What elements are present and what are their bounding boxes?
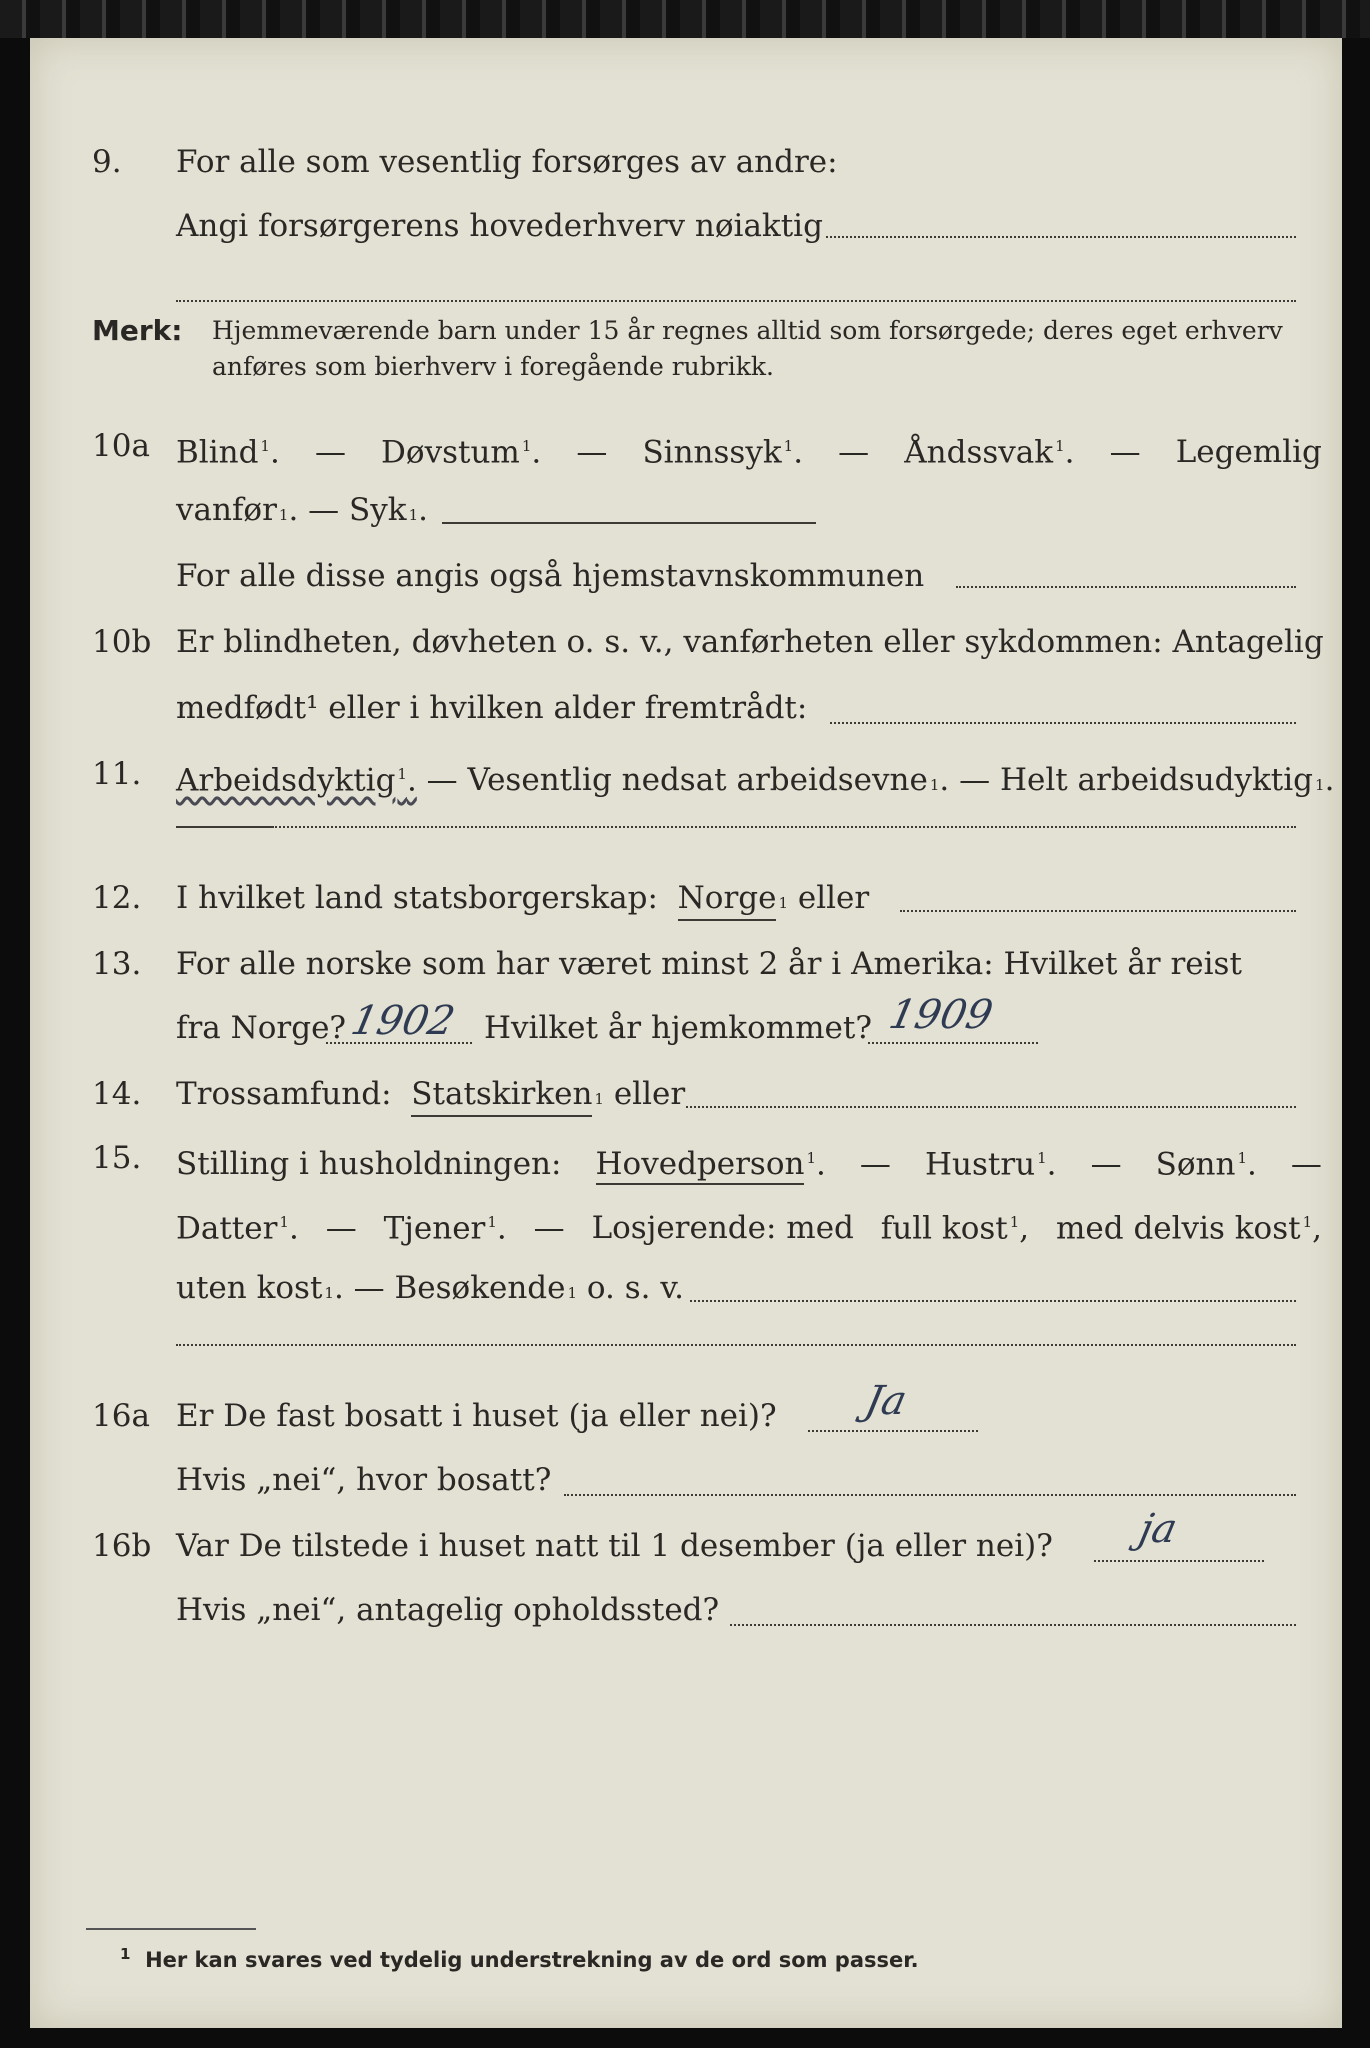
q15-number: 15. xyxy=(92,1140,142,1176)
merk-label: Merk: xyxy=(92,314,183,347)
q15-opt-uten-kost: uten kost xyxy=(176,1270,323,1306)
film-edge xyxy=(0,0,1370,38)
footnote: $^1$ Her kan svares ved tydelig understrekning av de ord som passer. xyxy=(120,1945,919,1972)
q11-answer-line-b[interactable] xyxy=(272,826,1296,828)
q14-answer-line[interactable] xyxy=(686,1106,1296,1108)
q15-opt-full-kost: full kost xyxy=(880,1210,1008,1247)
q16b-number: 16b xyxy=(92,1528,152,1564)
q10a-opt-andssvak: Åndssvak $^1$. xyxy=(904,434,1075,471)
census-form-page: 9. For alle som vesentlig forsørges av andre: Angi forsørgerens hovederhverv nøiaktig Merk: Hjemmeværende barn under 15 år regnes alltid som forsørgede; deres eget erhverv anføres som bierhverv i foregående rubrikk. 10a Blind $^1$. — Døvstum $^1$. — Sinnssyk $^1$. — Åndssvak $^1$. — Legemlig vanfør 1 . — Syk 1 . For alle disse angis også hjemstavnskommunen 10b Er blindheten, døvheten o. s. v., vanførheten eller sykdommen: Antagelig medfødt¹ eller i hvilken alder fremtrådt: 11. Arbeidsdyktig $^1$. — Vesentlig nedsat arbeidsevne 1 . — Helt arbeidsudyktig 1 . 12. I hvilket land statsborgerskap: Norge 1 eller 13. For alle norske som har været minst 2 år i Amerika: Hvilket år reist fra Norge? 1902 Hvilket år hjemkommet? 1909 14. Trossamfund: Statskirken 1 eller 15. Stilling i husholdningen: Hovedperson $^1$. — Hustru $^1$. — Sønn $^1$. — Datter $^1$. — Tjener $^1$. — Losjerende: med full kost $^1$, med delvis kost $^1$, uten kost 1 . — Besøkende 1 o. s. v. 16a Er De fast bosatt i huset (ja eller nei)? Ja Hvis „nei“, hvor bosatt? 16b Var De tilstede i huset natt til 1 desember (ja eller nei)? ja Hvis „nei“, antagelig opholdssted? $^1$ Her kan svares ved tydelig understrekning av de ord som passer. xyxy=(30,38,1342,2028)
q13-year-right-handwritten: 1909 xyxy=(885,992,997,1038)
q10b-answer-line[interactable] xyxy=(830,722,1296,724)
q11-answer-line-a[interactable] xyxy=(176,826,272,828)
q9-answer-line[interactable] xyxy=(826,236,1296,238)
merk-text-2: anføres som bierhverv i foregående rubrikk. xyxy=(212,352,774,381)
q11-opt-udyktig: Helt arbeidsudyktig xyxy=(999,762,1314,799)
q16a-text2: Hvis „nei“, hvor bosatt? xyxy=(176,1462,552,1498)
q9-text2: Angi forsørgerens hovederhverv nøiaktig xyxy=(176,208,823,244)
q15-opt-hustru: Hustru xyxy=(924,1146,1036,1183)
q12-answer-line[interactable] xyxy=(900,910,1296,912)
q10b-text2: medfødt¹ eller i hvilken alder fremtrådt: xyxy=(176,690,808,726)
q15-opt-losjerende: Losjerende: med xyxy=(591,1210,854,1247)
q14-opt-statskirken: Statskirken xyxy=(411,1074,592,1117)
q15-opt-besokende: Besøkende xyxy=(394,1270,566,1306)
footnote-rule xyxy=(86,1928,256,1930)
q10a-number: 10a xyxy=(92,428,150,464)
q15-answer-line[interactable] xyxy=(690,1300,1296,1302)
q16a-where-line[interactable] xyxy=(564,1494,1296,1496)
q11-number: 11. xyxy=(92,756,142,792)
q9-number: 9. xyxy=(92,144,122,180)
q12-opt-norge: Norge xyxy=(678,878,777,921)
q10b-text: Er blindheten, døvheten o. s. v., vanførheten eller sykdommen: Antagelig xyxy=(176,624,1324,660)
q16a-text: Er De fast bosatt i huset (ja eller nei)? xyxy=(176,1398,777,1434)
q16b-where-line[interactable] xyxy=(730,1624,1296,1626)
q10a-hjemstavn-line[interactable] xyxy=(956,586,1296,588)
q10b-number: 10b xyxy=(92,624,152,660)
q16b-text: Var De tilstede i huset natt til 1 desember (ja eller nei)? xyxy=(176,1528,1053,1564)
q16a-number: 16a xyxy=(92,1398,150,1434)
q13-fra-norge-label: fra Norge? xyxy=(176,1010,347,1046)
q15-opt-delvis-kost: med delvis kost xyxy=(1056,1210,1301,1247)
q16b-text2: Hvis „nei“, antagelig opholdssted? xyxy=(176,1592,720,1628)
q13-year-right-line[interactable] xyxy=(868,1042,1038,1044)
q10a-opt-dovstum: Døvstum $^1$. xyxy=(381,434,542,471)
q10a-opt-legemlig: Legemlig xyxy=(1175,434,1322,471)
q11-opt-nedsat: Vesentlig nedsat arbeidsevne xyxy=(467,762,928,799)
q13-text: For alle norske som har været minst 2 år i Amerika: Hvilket år reist xyxy=(176,946,1242,982)
q13-year-left-handwritten: 1902 xyxy=(347,998,459,1044)
q15-opt-hovedperson: Hovedperson xyxy=(596,1146,805,1185)
q16b-answer-line[interactable] xyxy=(1094,1560,1264,1562)
q10a-options: Blind $^1$. — Døvstum $^1$. — Sinnssyk $^1$. — Åndssvak $^1$. — Legemlig xyxy=(176,426,1322,472)
q15-opt-tjener: Tjener xyxy=(383,1210,486,1247)
q15-opt-sonn: Sønn xyxy=(1155,1146,1236,1183)
q16a-answer-handwritten: Ja xyxy=(861,1378,911,1424)
q16a-answer-line[interactable] xyxy=(808,1430,978,1432)
q15-answer-line-2[interactable] xyxy=(176,1344,1296,1346)
q10a-opt-sinnssyk: Sinnssyk $^1$. xyxy=(642,434,804,471)
q11-opt-arbeidsdyktig: Arbeidsdyktig $^1$. xyxy=(176,762,417,799)
q13-hjemkommet-label: Hvilket år hjemkommet? xyxy=(484,1010,872,1046)
q12-number: 12. xyxy=(92,880,142,916)
q10a-opt-blind: Blind $^1$. xyxy=(176,434,280,471)
q16b-answer-handwritten: ja xyxy=(1135,1506,1182,1552)
q9-answer-line-2[interactable] xyxy=(176,300,1296,302)
q14-number: 14. xyxy=(92,1076,142,1112)
q9-text: For alle som vesentlig forsørges av andre: xyxy=(176,144,838,180)
q10a-hjemstavn-text: For alle disse angis også hjemstavnskommunen xyxy=(176,558,925,594)
q10a-answer-line[interactable] xyxy=(442,522,816,524)
q15-opt-datter: Datter xyxy=(176,1210,278,1247)
merk-text-1: Hjemmeværende barn under 15 år regnes alltid som forsørgede; deres eget erhverv xyxy=(212,316,1283,345)
q13-number: 13. xyxy=(92,946,142,982)
